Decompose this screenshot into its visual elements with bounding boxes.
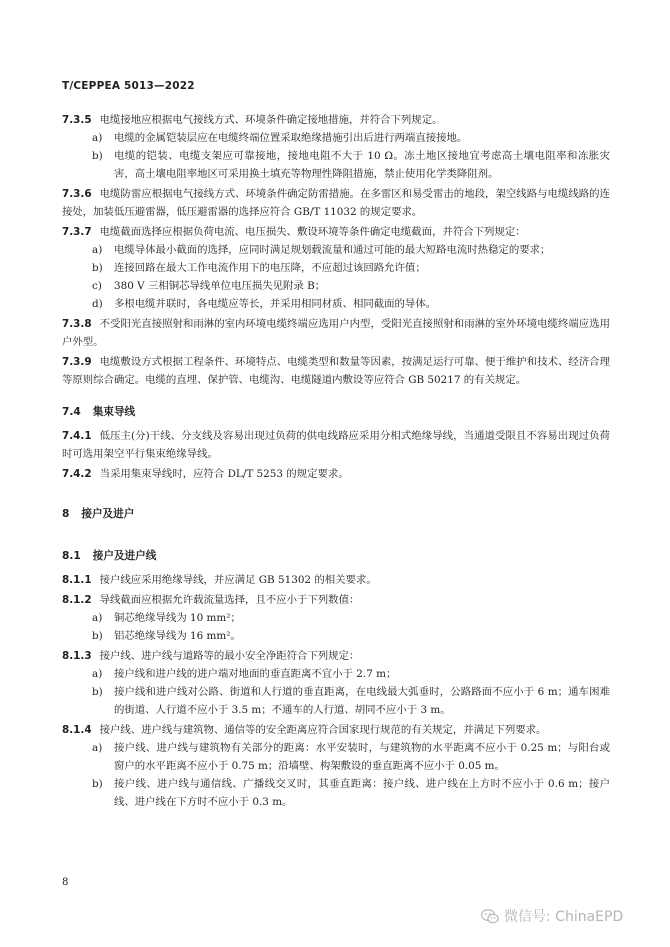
- clause-text: 低压主(分)干线、分支线及容易出现过负荷的供电线路应采用分相式绝缘导线，当通道受限且不容易出现过负荷时可选用架空平行集束绝缘导线。: [62, 430, 610, 460]
- clause-paragraph: [62, 721, 610, 739]
- heading-number: 8.1: [62, 550, 81, 562]
- list-item: [62, 295, 610, 313]
- clause-number: 7.4.1: [62, 430, 92, 442]
- clause-number: 7.4.2: [62, 468, 92, 480]
- clause-text: 接户线、进户线与建筑物、通信等的安全距离应符合国家现行规范的有关规定，并满足下列要求。: [99, 724, 547, 736]
- clause-paragraph: [62, 591, 610, 609]
- clause-paragraph: [62, 427, 610, 463]
- list-item: [62, 147, 610, 183]
- clause-text: 当采用集束导线时，应符合 DL/T 5253 的规定要求。: [99, 468, 349, 480]
- clause-paragraph: [62, 315, 610, 351]
- chapter-heading: [62, 505, 610, 523]
- list-item: [62, 627, 610, 645]
- list-marker: a): [92, 742, 103, 754]
- clause-text: 接户线、进户线与道路等的最小安全净距符合下列规定：: [99, 650, 360, 662]
- clause-number: 7.3.9: [62, 356, 92, 368]
- clause-text: 电缆接地应根据电气接线方式、环境条件确定接地措施，并符合下列规定。: [99, 114, 443, 126]
- clause-number: 7.3.7: [62, 226, 92, 238]
- list-marker: a): [92, 132, 103, 144]
- clause-text: 接户线应采用绝缘导线，并应满足 GB 51302 的相关要求。: [99, 574, 377, 586]
- clause-number: 8.1.3: [62, 650, 92, 662]
- list-item-text: 铝芯绝缘导线为 16 mm²。: [114, 630, 241, 642]
- clause-text: 导线截面应根据允许载流量选择，且不应小于下列数值：: [99, 594, 360, 606]
- list-item: [62, 739, 610, 775]
- list-item: [62, 259, 610, 277]
- section-heading: [62, 547, 610, 565]
- list-item: [62, 609, 610, 627]
- list-item-text: 380 V 三相铜芯导线单位电压损失见附录 B；: [114, 280, 326, 292]
- heading-title: 接户及进户: [81, 508, 135, 520]
- list-marker: d): [92, 298, 103, 310]
- clause-number: 8.1.2: [62, 594, 92, 606]
- list-marker: a): [92, 668, 103, 680]
- clause-number: 7.3.5: [62, 114, 92, 126]
- wechat-icon: [481, 909, 499, 924]
- list-item-text: 接户线、进户线与通信线、广播线交叉时，其垂直距离：接户线、进户线在上方时不应小于 0.6 m；接户线、进户线在下方时不应小于 0.3 m。: [114, 778, 610, 808]
- section-heading: [62, 403, 610, 421]
- clause-paragraph: [62, 111, 610, 129]
- list-item: [62, 683, 610, 719]
- list-marker: b): [92, 630, 103, 642]
- clause-paragraph: [62, 465, 610, 483]
- clause-paragraph: [62, 353, 610, 389]
- heading-title: 集束导线: [92, 406, 136, 418]
- clause-paragraph: [62, 223, 610, 241]
- clause-number: 7.3.6: [62, 188, 92, 200]
- heading-title: 接户及进户线: [92, 550, 157, 562]
- clause-text: 电缆防雷应根据电气接线方式、环境条件确定防雷措施。在多雷区和易受雷击的地段，架空线路与电缆线路的连接处，加装低压避雷器，低压避雷器的选择应符合 GB/T 11032 的规定要求。: [62, 188, 610, 218]
- clause-text: 电缆敷设方式根据工程条件、环境特点、电缆类型和数量等因素，按满足运行可靠、便于维护和技术、经济合理等原则综合确定。电缆的直埋、保护管、电缆沟、电缆隧道内敷设等应符合 GB 50217 的有关规定。: [62, 356, 610, 386]
- clause-number: 7.3.8: [62, 318, 92, 330]
- list-marker: a): [92, 612, 103, 624]
- list-marker: a): [92, 244, 103, 256]
- list-marker: b): [92, 778, 103, 790]
- list-item-text: 接户线和进户线对公路、街道和人行道的垂直距离，在电线最大弧垂时，公路路面不应小于 6 m；通车困难的街道、人行道不应小于 3.5 m；不通车的人行道、胡同不应小于 3 m。: [114, 686, 610, 716]
- clause-paragraph: [62, 647, 610, 665]
- list-item-text: 接户线、进户线与建筑物有关部分的距离：水平安装时，与建筑物的水平距离不应小于 0.25 m；与阳台或窗户的水平距离不应小于 0.75 m；沿墙壁、构架敷设的垂直距离不应小于 0.05 m。: [114, 742, 610, 772]
- heading-number: 8: [62, 508, 70, 520]
- clause-text: 电缆截面选择应根据负荷电流、电压损失、敷设环境等条件确定电缆截面，并符合下列规定：: [99, 226, 526, 238]
- list-marker: c): [92, 280, 102, 292]
- list-item: [62, 665, 610, 683]
- clause-paragraph: [62, 185, 610, 221]
- list-item-text: 多根电缆并联时，各电缆应等长，并采用相同材质、相同截面的导体。: [114, 298, 437, 310]
- heading-number: 7.4: [62, 406, 81, 418]
- list-item: [62, 277, 610, 295]
- watermark: [481, 906, 623, 926]
- page-number: 8: [62, 877, 69, 888]
- list-marker: b): [92, 262, 103, 274]
- clause-number: 8.1.1: [62, 574, 92, 586]
- list-item-text: 接户线和进户线的进户端对地面的垂直距离不宜小于 2.7 m；: [114, 668, 397, 680]
- watermark-text: 微信号: ChinaEPD: [504, 909, 624, 925]
- list-item: [62, 775, 610, 811]
- document-body: [62, 111, 610, 811]
- list-item-text: 铜芯绝缘导线为 10 mm²；: [114, 612, 241, 624]
- clause-text: 不受阳光直接照射和雨淋的室内环境电缆终端应选用户内型，受阳光直接照射和雨淋的室外环境电缆终端应选用户外型。: [62, 318, 610, 348]
- list-item-text: 连接回路在最大工作电流作用下的电压降，不应超过该回路允许值；: [114, 262, 426, 274]
- list-marker: b): [92, 150, 103, 162]
- list-item-text: 电缆导体最小截面的选择，应同时满足规划载流量和通过可能的最大短路电流时热稳定的要求；: [114, 244, 551, 256]
- clause-number: 8.1.4: [62, 724, 92, 736]
- list-item: [62, 129, 610, 147]
- list-marker: b): [92, 686, 103, 698]
- list-item-text: 电缆的金属铠装层应在电缆终端位置采取绝缘措施引出后进行两端直接接地。: [114, 132, 468, 144]
- document-code: T/CEPPEA 5013—2022: [62, 80, 195, 92]
- list-item-text: 电缆的铠装、电缆支架应可靠接地，接地电阻不大于 10 Ω。冻土地区接地宜考虑高土壤电阻率和冻胀灾害，高土壤电阻率地区可采用换土填充等物理性降阻措施，禁止使用化学类降阻剂。: [114, 150, 610, 180]
- clause-paragraph: [62, 571, 610, 589]
- list-item: [62, 241, 610, 259]
